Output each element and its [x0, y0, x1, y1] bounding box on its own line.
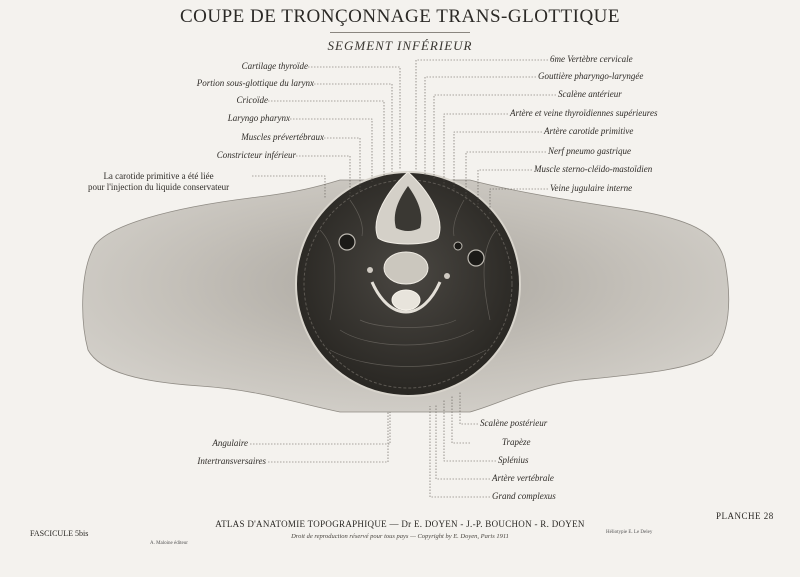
vertebral-body — [384, 252, 428, 284]
copyright-line: Droit de reproduction réservé pour tous pays — Copyright by E. Doyen, Paris 1911 — [291, 533, 509, 540]
label-artere-vertebrale: Artère vertébrale — [492, 473, 554, 483]
page-title: COUPE DE TRONÇONNAGE TRANS-GLOTTIQUE — [179, 6, 621, 27]
atlas-credit: ATLAS D'ANATOMIE TOPOGRAPHIQUE — Dr E. DOYEN - J.-P. BOUCHON - R. DOYEN — [215, 519, 585, 529]
label-muscles-prevertebraux: Muscles prévertébraux — [241, 132, 324, 142]
carotid-right — [468, 250, 484, 266]
note-line-1: La carotide primitive a été liée — [103, 171, 214, 181]
label-constricteur-inferieur: Constricteur inférieur — [216, 150, 296, 160]
label-grand-complexus: Grand complexus — [492, 491, 556, 501]
label-laryngo-pharynx: Laryngo pharynx — [227, 113, 290, 123]
label-artere-veine-thyroidiennes: Artère et veine thyroïdiennes supérieures — [510, 108, 658, 118]
label-splenius: Splénius — [498, 455, 529, 465]
label-artere-carotide: Artère carotide primitive — [544, 126, 634, 136]
label-angulaire: Angulaire — [212, 438, 248, 448]
label-portion-sous-glottique: Portion sous-glottique du larynx — [196, 78, 314, 88]
label-nerf-pneumo: Nerf pneumo gastrique — [548, 146, 631, 156]
label-scalene-posterieur: Scalène postérieur — [480, 418, 548, 428]
label-gouttiere: Gouttière pharyngo-laryngée — [538, 71, 644, 81]
label-trapeze: Trapèze — [502, 437, 531, 447]
label-sterno-cleido: Muscle sterno-cléido-mastoïdien — [534, 164, 653, 174]
plate-number: PLANCHE 28 — [716, 511, 774, 521]
fascicule-label: FASCICULE 5bis — [30, 529, 89, 538]
carotid-left — [339, 234, 355, 250]
heliotypie-credit: Héliotypie E. Le Deley — [606, 530, 653, 535]
note-line-2: pour l'injection du liquide conservateur — [88, 182, 230, 192]
label-intertransversaires: Intertransversaires — [197, 456, 266, 466]
editor-credit: A. Maloine éditeur — [150, 541, 188, 546]
label-vertebre-cervicale: 6me Vertèbre cervicale — [550, 54, 633, 64]
label-scalene-anterieur: Scalène antérieur — [558, 89, 622, 99]
label-cricoide: Cricoïde — [236, 95, 268, 105]
label-cartilage-thyroide: Cartilage thyroïde — [241, 61, 308, 71]
note-carotide — [88, 171, 229, 193]
page-subtitle: SEGMENT INFÉRIEUR — [327, 38, 473, 53]
label-veine-jugulaire: Veine jugulaire interne — [550, 183, 633, 193]
